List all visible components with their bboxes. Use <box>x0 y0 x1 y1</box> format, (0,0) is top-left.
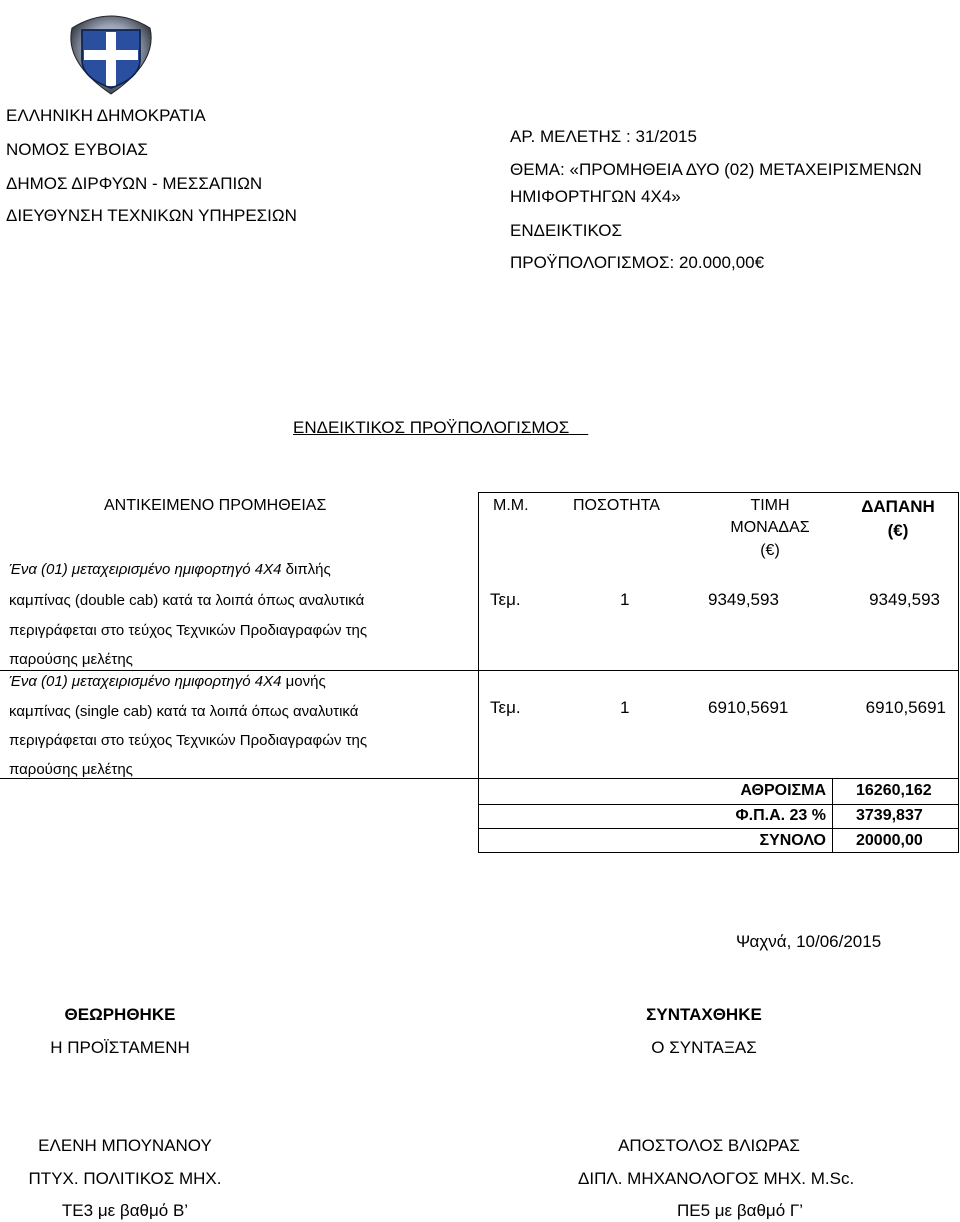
header-item: ΑΝΤΙΚΕΙΜΕΝΟ ΠΡΟΜΗΘΕΙΑΣ <box>104 497 327 514</box>
budget-amount: ΠΡΟΫΠΟΛΟΓΙΣΜΟΣ: 20.000,00€ <box>510 253 765 272</box>
table-top-border <box>478 492 958 493</box>
totals-separator <box>478 804 959 805</box>
item-quantity: 1 <box>620 590 630 609</box>
item-description-line-2: καμπίνας (double cab) κατά τα λοιπά όπως αναλυτικά <box>9 592 365 609</box>
signature-grade: ΤΕ3 με βαθμό Β’ <box>61 1201 189 1220</box>
item-description-line-1: Ένα (01) μεταχειρισμένο ημιφορτηγό 4Χ4 διπλής <box>9 561 331 578</box>
item-quantity: 1 <box>620 698 630 717</box>
vat-label: Φ.Π.Α. 23 % <box>735 807 826 824</box>
header-directorate: ΔΙΕΥΘΥΝΣΗ ΤΕΧΝΙΚΩΝ ΥΠΗΡΕΣΙΩΝ <box>6 206 297 225</box>
item-description-line-4: παρούσης μελέτης <box>9 651 133 668</box>
total-label: ΣΥΝΟΛΟ <box>759 832 826 849</box>
place-date: Ψαχνά, 10/06/2015 <box>736 932 882 951</box>
item-unit: Τεμ. <box>490 590 521 609</box>
study-number: ΑΡ. ΜΕΛΕΤΗΣ : 31/2015 <box>510 127 697 146</box>
subtotal-label: ΑΘΡΟΙΣΜΑ <box>740 782 826 799</box>
hellenic-republic-emblem <box>62 10 160 96</box>
vat-value: 3739,837 <box>856 807 923 824</box>
signature-status: ΣΥΝΤΑΧΘΗΚΕ <box>646 1005 762 1024</box>
indicative-label: ΕΝΔΕΙΚΤΙΚΟΣ <box>510 221 623 240</box>
table-bottom-border <box>478 852 959 853</box>
signature-grade: ΠΕ5 με βαθμό Γ’ <box>676 1201 804 1220</box>
subject-line-1: ΘΕΜΑ: «ΠΡΟΜΗΘΕΙΑ ΔΥΟ (02) ΜΕΤΑΧΕΙΡΙΣΜΕΝΩΝ <box>510 160 922 179</box>
item-unit-price: 6910,5691 <box>708 698 789 717</box>
header-unit-price-2: ΜΟΝΑΔΑΣ <box>730 519 810 536</box>
signature-role: Η ΠΡΟΪΣΤΑΜΕΝΗ <box>50 1038 190 1057</box>
table-right-border <box>958 492 959 852</box>
table-left-border <box>478 492 479 852</box>
header-municipality: ΔΗΜΟΣ ΔΙΡΦΥΩΝ - ΜΕΣΣΑΠΙΩΝ <box>6 174 263 193</box>
header-country: ΕΛΛΗΝΙΚΗ ΔΗΜΟΚΡΑΤΙΑ <box>6 106 206 125</box>
item-cost: 9349,593 <box>869 590 940 609</box>
header-unit-price-1: ΤΙΜΗ <box>750 497 790 514</box>
signature-name: ΑΠΟΣΤΟΛΟΣ ΒΛΙΩΡΑΣ <box>618 1136 800 1155</box>
header-cost-2: (€) <box>887 521 909 540</box>
item-unit: Τεμ. <box>490 698 521 717</box>
header-unit-price-3: (€) <box>760 542 780 559</box>
total-value: 20000,00 <box>856 832 923 849</box>
item-cost: 6910,5691 <box>865 698 946 717</box>
row-separator <box>0 670 959 671</box>
item-description-line-3: περιγράφεται στο τεύχος Τεχνικών Προδιαγραφών της <box>9 622 368 639</box>
signature-role: Ο ΣΥΝΤΑΞΑΣ <box>651 1038 757 1057</box>
subject-line-2: ΗΜΙΦΟΡΤΗΓΩΝ 4Χ4» <box>510 187 681 206</box>
subtotal-value: 16260,162 <box>856 782 932 799</box>
item-description-line-1: Ένα (01) μεταχειρισμένο ημιφορτηγό 4Χ4 μονής <box>9 673 326 690</box>
header-prefecture: ΝΟΜΟΣ ΕΥΒΟΙΑΣ <box>6 140 148 159</box>
totals-separator <box>478 828 959 829</box>
item-description-line-4: παρούσης μελέτης <box>9 761 133 778</box>
header-cost-1: ΔΑΠΑΝΗ <box>861 497 935 516</box>
signature-title: ΔΙΠΛ. ΜΗΧΑΝΟΛΟΓΟΣ ΜΗΧ. M.Sc. <box>578 1169 855 1188</box>
page-title-text: ΕΝΔΕΙΚΤΙΚΟΣ ΠΡΟΫΠΟΛΟΓΙΣΜΟΣ <box>293 418 570 437</box>
header-quantity: ΠΟΣΟΤΗΤΑ <box>573 497 660 514</box>
header-unit: Μ.Μ. <box>493 497 529 514</box>
item-description-line-3: περιγράφεται στο τεύχος Τεχνικών Προδιαγραφών της <box>9 732 368 749</box>
totals-column-divider <box>832 778 833 852</box>
signature-name: ΕΛΕΝΗ ΜΠΟΥΝΑΝΟΥ <box>38 1136 212 1155</box>
item-description-line-2: καμπίνας (single cab) κατά τα λοιπά όπως αναλυτικά <box>9 703 359 720</box>
item-unit-price: 9349,593 <box>708 590 779 609</box>
row-separator <box>0 778 959 779</box>
page-title <box>293 418 588 438</box>
signature-title: ΠΤΥΧ. ΠΟΛΙΤΙΚΟΣ ΜΗΧ. <box>28 1169 222 1188</box>
signature-status: ΘΕΩΡΗΘΗΚΕ <box>64 1005 176 1024</box>
